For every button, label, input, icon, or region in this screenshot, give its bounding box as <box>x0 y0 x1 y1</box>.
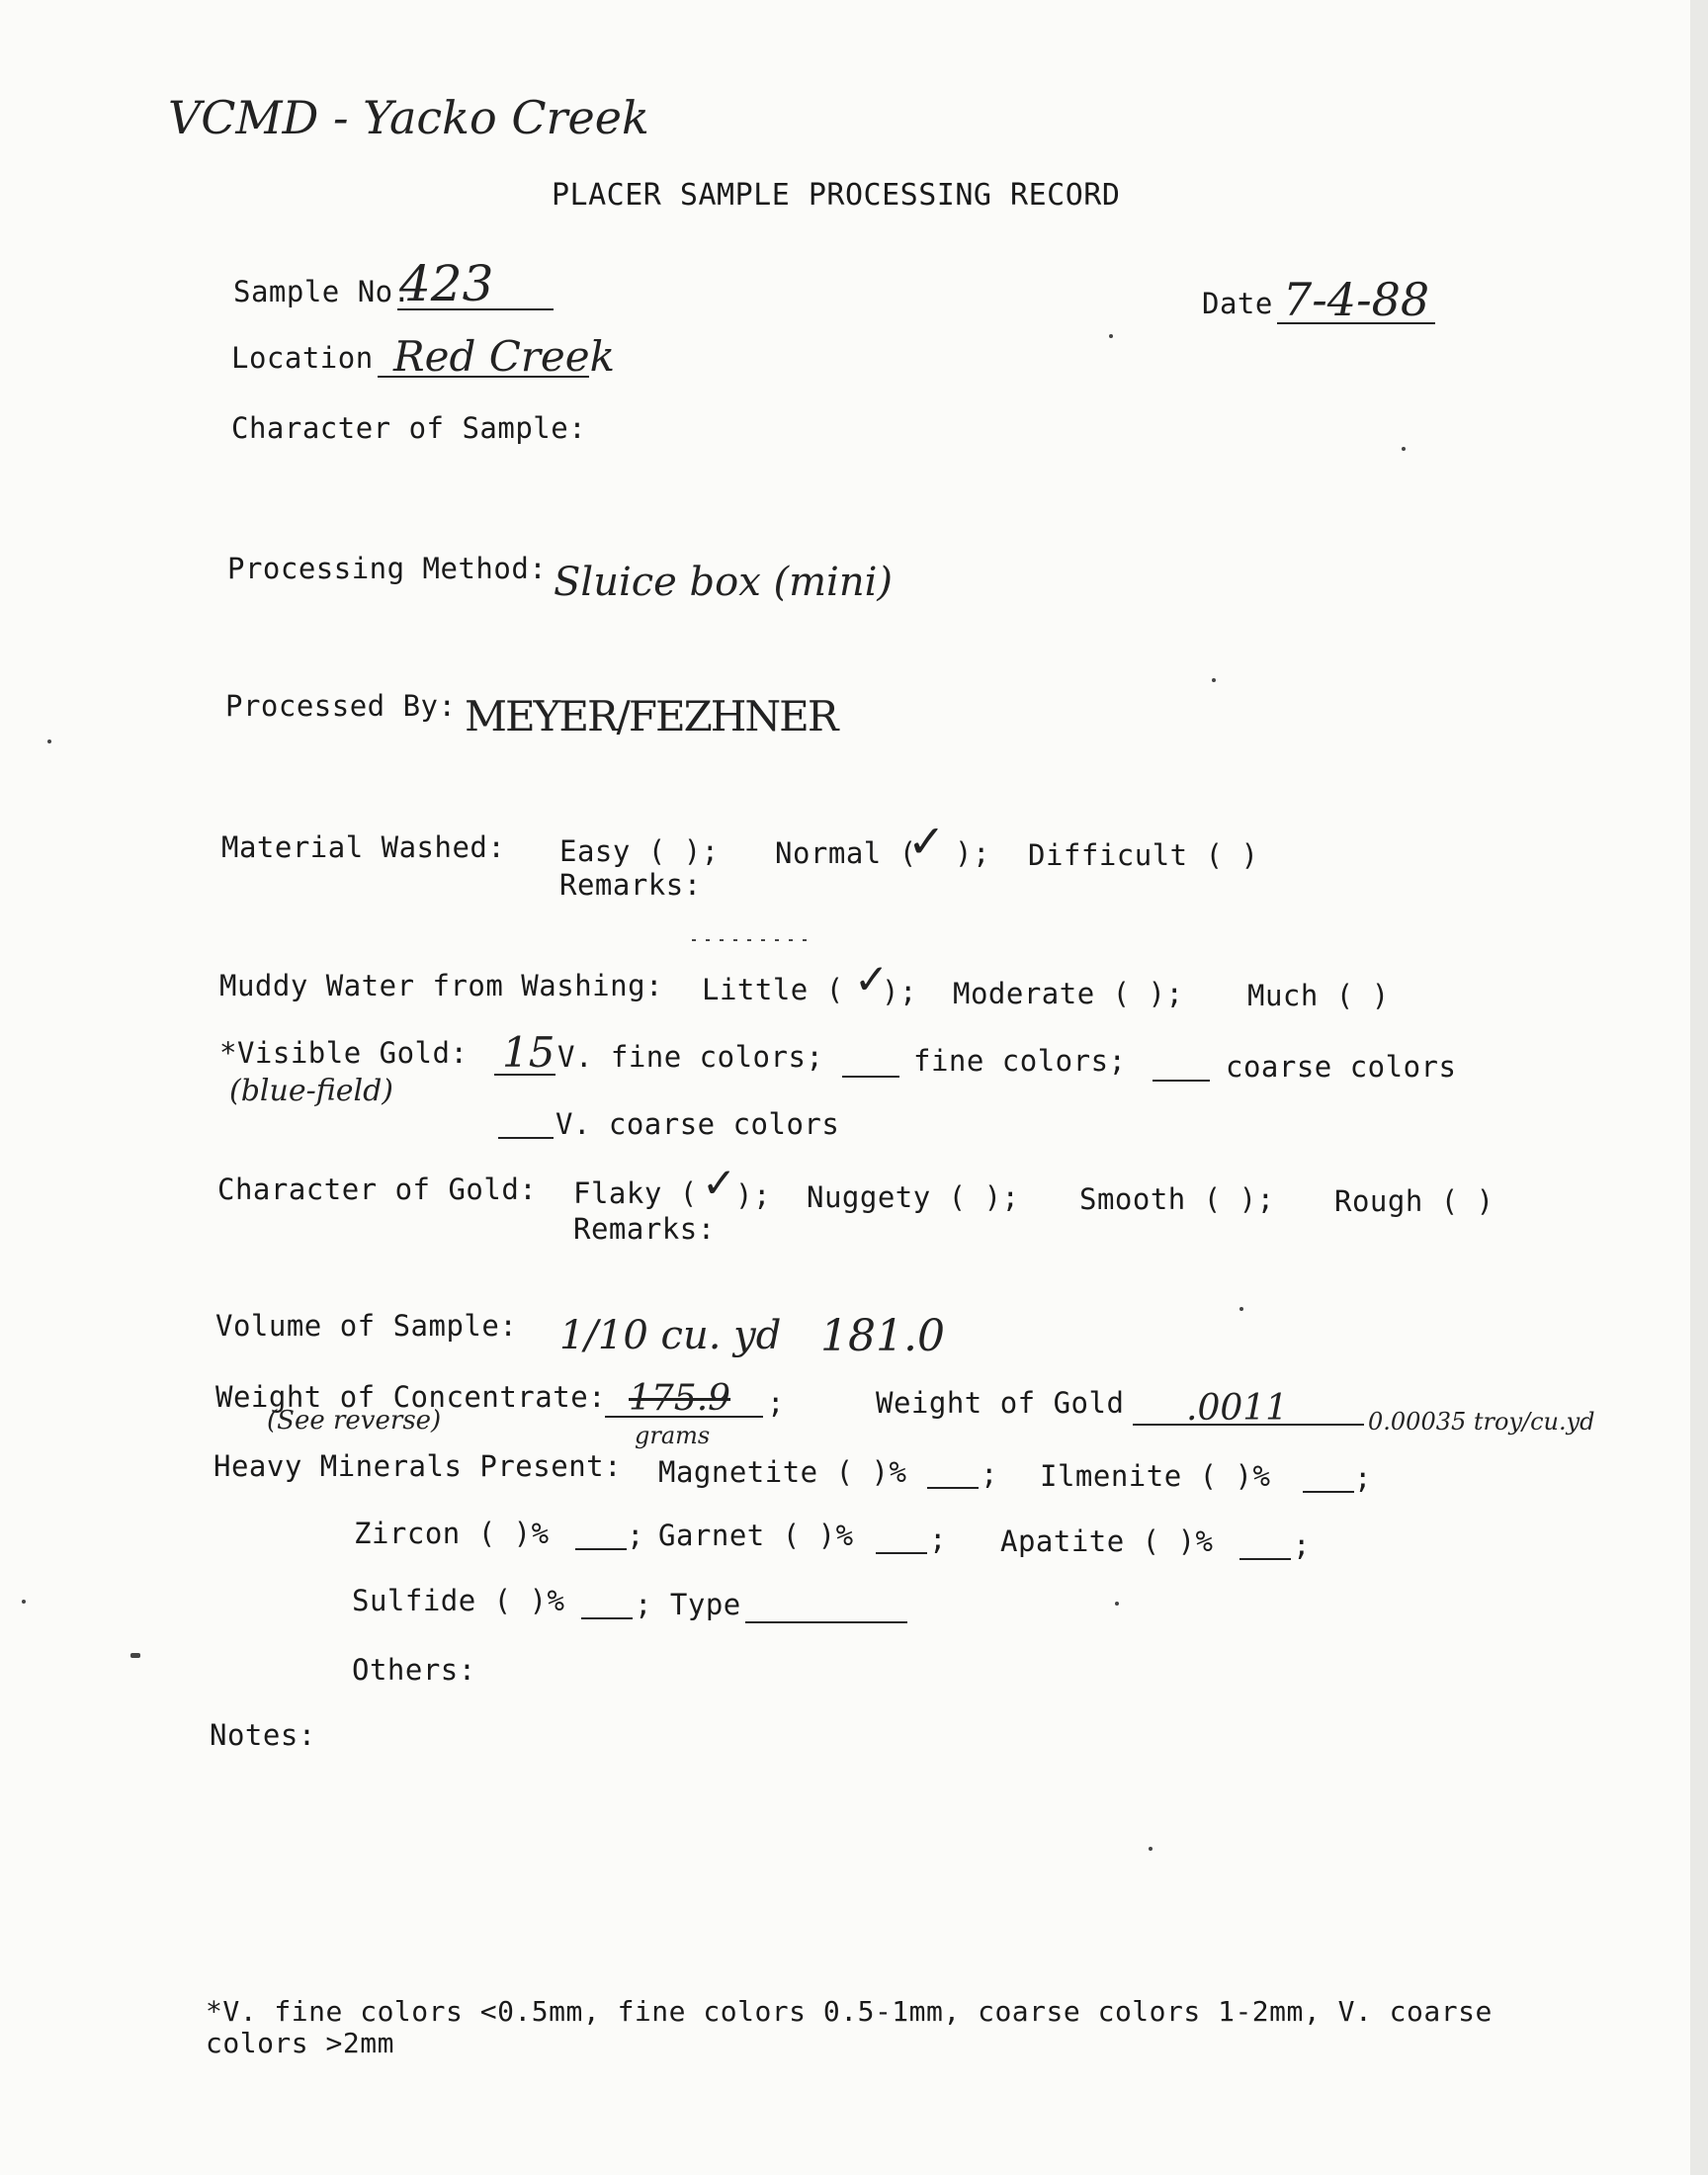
heavy-minerals-label: Heavy Minerals Present: <box>214 1449 623 1483</box>
scan-speck <box>47 740 51 743</box>
magnetite-option: Magnetite ( )% <box>658 1455 907 1489</box>
character-of-sample-label: Character of Sample: <box>231 411 587 445</box>
scan-speck <box>22 1600 26 1604</box>
scan-speck <box>1115 1602 1119 1606</box>
scan-speck <box>1212 678 1216 682</box>
material-normal-option: Normal ( <box>775 836 917 870</box>
muddy-little-close: ); <box>882 975 917 1008</box>
material-normal-check: ✓ <box>907 815 946 868</box>
character-of-gold-label: Character of Gold: <box>217 1173 538 1206</box>
ilmenite-line <box>1303 1491 1354 1493</box>
weight-gold-line <box>1133 1424 1364 1426</box>
sulfide-line <box>581 1617 633 1619</box>
gold-flaky-option: Flaky ( <box>573 1176 698 1210</box>
scan-speck <box>130 1653 140 1658</box>
magnetite-line <box>927 1487 979 1489</box>
weight-concentrate-semicolon: ; <box>767 1386 785 1420</box>
garnet-semicolon: ; <box>929 1522 947 1556</box>
ilmenite-semicolon: ; <box>1354 1461 1372 1495</box>
gold-rough-option: Rough ( ) <box>1334 1184 1494 1218</box>
notes-label: Notes: <box>210 1718 316 1752</box>
vcoarse-colors-label: V. coarse colors <box>555 1107 840 1141</box>
fine-colors-label: fine colors; <box>913 1044 1127 1078</box>
location-label: Location <box>231 341 374 375</box>
footnote-line-1: *V. fine colors <0.5mm, fine colors 0.5-1mm, coarse colors 1-2mm, V. coarse <box>206 1995 1493 2028</box>
scan-speck <box>1239 1307 1243 1311</box>
vfine-count-value: 15 <box>502 1028 555 1077</box>
material-difficult-option: Difficult ( ) <box>1028 838 1259 872</box>
weight-concentrate-value: 175.9 <box>629 1378 731 1419</box>
scan-speck <box>1109 334 1113 338</box>
material-remarks-label: Remarks: <box>559 868 702 902</box>
weight-gold-label: Weight of Gold <box>876 1386 1125 1420</box>
others-label: Others: <box>352 1653 476 1687</box>
ilmenite-option: Ilmenite ( )% <box>1040 1459 1271 1493</box>
garnet-line <box>876 1552 927 1554</box>
footnote-line-2: colors >2mm <box>206 2027 394 2059</box>
volume-value-2: 181.0 <box>820 1311 945 1361</box>
volume-value: 1/10 cu. yd <box>559 1313 782 1358</box>
zircon-line <box>575 1548 627 1550</box>
header-note: VCMD - Yacko Creek <box>168 91 649 144</box>
scan-speck <box>1402 447 1406 451</box>
gold-remarks-label: Remarks: <box>573 1212 716 1246</box>
sulfide-type-line <box>745 1621 907 1623</box>
material-washed-label: Material Washed: <box>221 830 506 864</box>
location-value: Red Creek <box>393 332 616 381</box>
vfine-colors-label: V. fine colors; <box>557 1040 824 1074</box>
processed-by-label: Processed By: <box>225 689 457 723</box>
muddy-water-label: Muddy Water from Washing: <box>219 969 663 1002</box>
magnetite-semicolon: ; <box>981 1457 998 1491</box>
vfine-count-line <box>494 1074 555 1076</box>
material-normal-close: ); <box>955 836 990 870</box>
page-title: PLACER SAMPLE PROCESSING RECORD <box>552 178 1121 213</box>
garnet-option: Garnet ( )% <box>658 1519 854 1552</box>
sample-no-label: Sample No. <box>233 275 411 308</box>
page-edge <box>1690 0 1708 2175</box>
sulfide-type-label: ; Type <box>635 1588 741 1621</box>
apatite-semicolon: ; <box>1293 1528 1311 1562</box>
visible-gold-label: *Visible Gold: <box>219 1036 469 1070</box>
gold-flaky-check: ✓ <box>702 1159 737 1207</box>
apatite-option: Apatite ( )% <box>1000 1524 1214 1558</box>
processing-method-label: Processing Method: <box>227 552 548 585</box>
gold-nuggety-option: Nuggety ( ); <box>807 1180 1020 1214</box>
vcoarse-count-line <box>498 1137 554 1139</box>
muddy-much-option: Much ( ) <box>1247 979 1390 1012</box>
weight-concentrate-note: (See reverse) <box>267 1406 442 1436</box>
date-line <box>1277 322 1435 324</box>
visible-gold-note: (blue-field) <box>229 1074 393 1108</box>
material-easy-option: Easy ( ); <box>559 834 720 868</box>
date-label: Date <box>1202 287 1273 320</box>
processed-by-value: MEYER/FEZHNER <box>465 692 837 740</box>
weight-concentrate-label: Weight of Concentrate: <box>215 1380 607 1414</box>
zircon-semicolon: ; <box>627 1519 644 1552</box>
gold-smooth-option: Smooth ( ); <box>1079 1182 1275 1216</box>
coarse-colors-label: coarse colors <box>1226 1050 1457 1084</box>
weight-gold-note: 0.00035 troy/cu.yd <box>1368 1408 1595 1436</box>
muddy-moderate-option: Moderate ( ); <box>953 977 1184 1010</box>
processing-method-value: Sluice box (mini) <box>554 560 893 605</box>
muddy-little-option: Little ( <box>702 973 844 1006</box>
date-value: 7-4-88 <box>1283 273 1430 326</box>
fine-count-line <box>842 1076 899 1078</box>
sulfide-option: Sulfide ( )% <box>352 1584 565 1617</box>
weight-gold-value: .0011 <box>1186 1388 1289 1429</box>
volume-label: Volume of Sample: <box>215 1309 518 1343</box>
scan-speck <box>1149 1847 1153 1851</box>
location-line <box>378 376 589 378</box>
muddy-little-check: ✓ <box>854 955 890 1003</box>
zircon-option: Zircon ( )% <box>354 1517 550 1550</box>
coarse-count-line <box>1153 1080 1210 1082</box>
apatite-line <box>1239 1558 1291 1560</box>
sample-no-value: 423 <box>399 255 494 312</box>
scan-speck <box>692 939 811 941</box>
sample-no-line <box>397 308 554 310</box>
gold-flaky-close: ); <box>735 1178 771 1212</box>
weight-concentrate-unit: grams <box>635 1422 711 1449</box>
weight-concentrate-line <box>605 1416 763 1418</box>
